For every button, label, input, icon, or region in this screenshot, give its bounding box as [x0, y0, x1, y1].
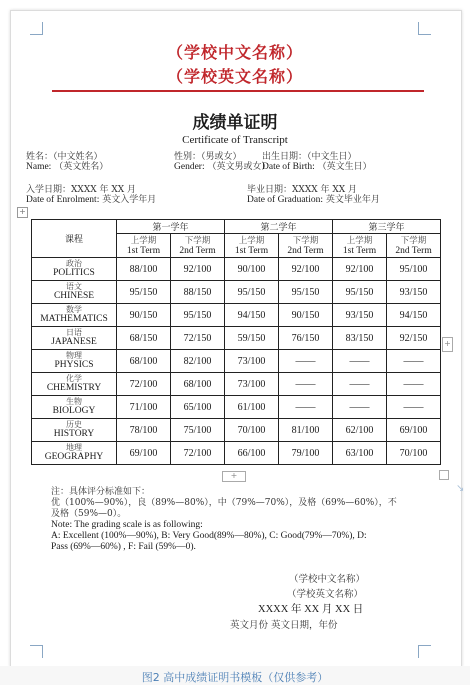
year-3-header: 第三学年	[333, 220, 441, 234]
score-cell: 59/150	[225, 327, 279, 350]
score-cell: 61/100	[225, 396, 279, 419]
grad-en-label: Date of Graduation:	[247, 195, 323, 205]
term-header: 下学期 2nd Term	[171, 234, 225, 258]
subject-cell	[32, 281, 117, 304]
table-row	[32, 419, 441, 442]
subject-name-en: BIOLOGY	[52, 406, 96, 416]
subject-cell	[32, 373, 117, 396]
score-cell: 62/100	[333, 419, 387, 442]
table-resize-handle[interactable]	[439, 470, 449, 480]
score-cell: 72/150	[171, 327, 225, 350]
score-cell: 90/100	[225, 258, 279, 281]
subject-name-en: POLITICS	[53, 268, 95, 278]
grad-en-value: 英文毕业年月	[325, 195, 380, 205]
score-cell: 95/150	[333, 281, 387, 304]
table-row	[32, 281, 441, 304]
term-header: 下学期 2nd Term	[387, 234, 441, 258]
score-cell: 68/100	[171, 373, 225, 396]
name-en-label: Name:	[26, 162, 52, 172]
margin-corner-bottom-right	[418, 645, 431, 658]
subject-name-cn: 数学	[66, 305, 82, 314]
table-row	[32, 350, 441, 373]
score-cell: 69/100	[387, 419, 441, 442]
enrol-date-en	[26, 195, 156, 206]
school-name-en: （学校英文名称）	[166, 67, 303, 86]
note-en-line-1: Note: The grading scale is as following:	[51, 520, 203, 530]
note-en-line-2: A: Excellent (100%—90%), B: Very Good(89%—80%), C: Good(79%—70%), D:	[51, 531, 367, 541]
score-cell: 94/150	[225, 304, 279, 327]
margin-corner-top-left	[30, 22, 43, 35]
subject-name-en: PHYSICS	[54, 360, 94, 370]
score-cell: 81/100	[279, 419, 333, 442]
subject-name-cn: 政治	[66, 259, 82, 268]
score-cell: 69/100	[117, 442, 171, 465]
score-cell: ——	[387, 396, 441, 419]
course-header: 课程	[32, 220, 117, 258]
name-cn: 姓名：（中文姓名）	[26, 152, 103, 162]
score-cell: 93/150	[333, 304, 387, 327]
subject-cell	[32, 419, 117, 442]
dob-en-label: Date of Birth:	[262, 162, 315, 172]
score-cell: ——	[279, 350, 333, 373]
score-cell: 65/100	[171, 396, 225, 419]
score-cell: 66/100	[225, 442, 279, 465]
table-row	[32, 327, 441, 350]
score-cell: 73/100	[225, 350, 279, 373]
dob-cn: 出生日期：（中文生日）	[262, 152, 357, 162]
subject-cell	[32, 350, 117, 373]
score-cell: 70/100	[225, 419, 279, 442]
score-cell: 78/100	[117, 419, 171, 442]
table-row	[32, 373, 441, 396]
enrol-date-cn: 入学日期：XXXX 年 XX 月	[26, 185, 137, 195]
note-cn-line-3: 及格（59%—0）。	[51, 509, 127, 519]
signature-date-cn: XXXX 年 XX 月 XX 日	[258, 604, 364, 615]
subject-name-cn: 日语	[66, 328, 82, 337]
score-cell: 82/100	[171, 350, 225, 373]
transcript-table-body	[32, 258, 441, 465]
score-cell: ——	[333, 396, 387, 419]
grad-date-cn: 毕业日期：XXXX 年 XX 月	[247, 185, 358, 195]
gender-en-label: Gender:	[174, 162, 205, 172]
score-cell: 95/150	[225, 281, 279, 304]
subject-name-cn: 历史	[66, 420, 82, 429]
score-cell: 95/150	[279, 281, 333, 304]
subject-name-en: HISTORY	[53, 429, 95, 439]
note-cn-line-2: 优（100%—90%），良（89%—80%），中（79%—70%），及格（69%—60%），不	[51, 498, 397, 508]
subject-name-cn: 生物	[66, 397, 82, 406]
school-name-cn: （学校中文名称）	[166, 43, 303, 62]
score-cell: ——	[279, 396, 333, 419]
subject-name-cn: 物理	[66, 351, 82, 360]
gender-en-value: （英文男或女）	[207, 162, 271, 172]
table-row	[32, 258, 441, 281]
figure-caption: 图2 高中成绩证明书模板（仅供参考）	[141, 671, 329, 684]
score-cell: 73/100	[225, 373, 279, 396]
score-cell: ——	[387, 373, 441, 396]
subject-cell	[32, 258, 117, 281]
note-en-line-3: Pass (69%—60%) , F: Fail (59%—0).	[51, 542, 196, 552]
score-cell: 68/150	[117, 327, 171, 350]
add-row-icon[interactable]: +	[222, 471, 246, 482]
score-cell: 94/150	[387, 304, 441, 327]
score-cell: 88/100	[117, 258, 171, 281]
subject-cell	[32, 442, 117, 465]
term-header: 下学期 2nd Term	[279, 234, 333, 258]
score-cell: 72/100	[117, 373, 171, 396]
enrol-en-label: Date of Enrolment:	[26, 195, 100, 205]
score-cell: 95/100	[387, 258, 441, 281]
name-en-value: （英文姓名）	[54, 162, 109, 172]
subject-cell	[32, 396, 117, 419]
score-cell: 71/100	[117, 396, 171, 419]
score-cell: 79/100	[279, 442, 333, 465]
subject-name-cn: 地理	[66, 443, 82, 452]
score-cell: 75/100	[171, 419, 225, 442]
table-row	[32, 304, 441, 327]
score-cell: 88/150	[171, 281, 225, 304]
score-cell: 76/150	[279, 327, 333, 350]
document-title: 成绩单证明	[192, 113, 278, 133]
subject-cell	[32, 304, 117, 327]
score-cell: ——	[279, 373, 333, 396]
score-cell: ——	[387, 350, 441, 373]
score-cell: 72/100	[171, 442, 225, 465]
term-header: 上学期 1st Term	[333, 234, 387, 258]
table-move-handle-icon[interactable]: +	[17, 207, 28, 218]
document-subtitle: Certificate of Transcript	[182, 134, 288, 146]
signature-school-en: （学校英文名称）	[287, 589, 364, 600]
margin-corner-top-right	[418, 22, 431, 35]
enrol-en-value: 英文入学年月	[102, 195, 157, 205]
term-header: 上学期 1st Term	[117, 234, 171, 258]
year-2-header: 第二学年	[225, 220, 333, 234]
gender-en	[174, 162, 271, 173]
header-divider	[52, 90, 424, 92]
subject-name-en: JAPANESE	[51, 337, 97, 347]
subject-name-en: GEOGRAPHY	[44, 452, 104, 462]
subject-cell	[32, 327, 117, 350]
subject-name-cn: 语文	[66, 282, 82, 291]
score-cell: 93/150	[387, 281, 441, 304]
resize-arrow-icon[interactable]: ↘	[456, 483, 465, 494]
transcript-table	[31, 219, 441, 465]
note-cn-line-1: 注：具体评分标准如下：	[51, 487, 151, 497]
score-cell: 70/100	[387, 442, 441, 465]
score-cell: 92/100	[279, 258, 333, 281]
table-row	[32, 396, 441, 419]
signature-school-cn: （学校中文名称）	[289, 574, 366, 585]
score-cell: 95/150	[117, 281, 171, 304]
subject-name-cn: 化学	[66, 374, 82, 383]
grad-date-en	[247, 195, 380, 206]
subject-name-en: CHINESE	[53, 291, 95, 301]
score-cell: ——	[333, 350, 387, 373]
subject-name-en: MATHEMATICS	[40, 314, 108, 324]
term-header: 上学期 1st Term	[225, 234, 279, 258]
signature-date-en: 英文月份 英文日期，年份	[230, 620, 338, 631]
name-en	[26, 162, 108, 173]
score-cell: 63/100	[333, 442, 387, 465]
score-cell: 92/100	[333, 258, 387, 281]
dob-en	[262, 162, 372, 173]
score-cell: 83/150	[333, 327, 387, 350]
score-cell: 95/150	[171, 304, 225, 327]
score-cell: ——	[333, 373, 387, 396]
table-row	[32, 442, 441, 465]
score-cell: 90/150	[117, 304, 171, 327]
score-cell: 92/100	[171, 258, 225, 281]
year-1-header: 第一学年	[117, 220, 225, 234]
subject-name-en: CHEMISTRY	[46, 383, 102, 393]
score-cell: 68/100	[117, 350, 171, 373]
score-cell: 90/150	[279, 304, 333, 327]
score-cell: 92/150	[387, 327, 441, 350]
table-side-add-icon[interactable]: +	[442, 337, 453, 352]
dob-en-value: （英文生日）	[317, 162, 372, 172]
gender-cn: 性别：（男或女）	[174, 152, 242, 162]
margin-corner-bottom-left	[30, 645, 43, 658]
